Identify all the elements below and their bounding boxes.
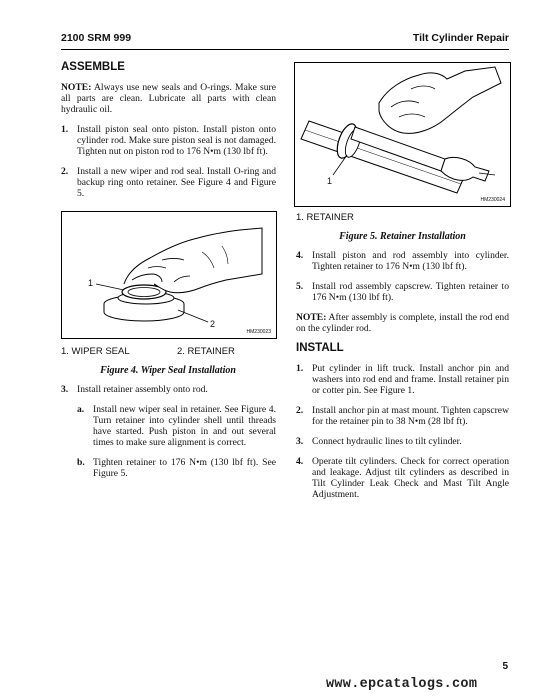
step-number: 3. (61, 384, 69, 395)
figure-5-caption: Figure 5. Retainer Installation (339, 231, 466, 242)
substep-text: Tighten retainer to 176 N•m (130 lbf ft). See Figure 5. (93, 457, 276, 479)
step-text: Operate tilt cylinders. Check for correct operation and leakage. Adjust tilt cylinders as described in Tilt Cylinder Leak Check and Mast Tilt Angle Adjustment. (312, 456, 509, 500)
assemble-column-continued (61, 384, 276, 488)
assemble-note (61, 82, 276, 115)
step-number: 4. (296, 250, 304, 261)
note-label: NOTE: (61, 82, 92, 93)
substep-text: Install new wiper seal in retainer. See Figure 4. Turn retainer into cylinder shell until threads have started. Push piston in and out several times to make sure alignment is correct. (93, 404, 276, 448)
assemble-substep-a (77, 404, 276, 448)
figure-4-legend-2: 2. RETAINER (177, 346, 235, 357)
step-text: Install anchor pin at mast mount. Tighten capscrew for the retainer pin to 38 N•m (28 lbf ft). (312, 405, 509, 427)
figure-4-illustration (61, 211, 277, 339)
install-step-4 (296, 456, 509, 500)
step-text: Install piston seal onto piston. Install piston onto cylinder rod. Make sure piston seal is not damaged. Tighten nut on piston rod to 176 N•m (130 lbf ft). (77, 124, 276, 157)
step-number: 4. (296, 456, 304, 467)
right-column (296, 212, 509, 509)
callout-2: 2 (210, 319, 216, 329)
header-rule (61, 49, 509, 50)
step-number: 1. (296, 363, 304, 374)
step-number: 5. (296, 281, 304, 292)
substep-letter: b. (77, 457, 85, 468)
header-doc-id: 2100 SRM 999 (61, 32, 132, 44)
step-number: 2. (296, 405, 304, 416)
callout-1: 1 (88, 278, 94, 288)
figure-code: HM230023 (246, 329, 271, 335)
install-step-3 (296, 436, 509, 447)
install-step-1 (296, 363, 509, 396)
assemble-step-3 (61, 384, 276, 395)
assemble-substep-b (77, 457, 276, 479)
note-label: NOTE: (296, 312, 327, 323)
step-text: Put cylinder in lift truck. Install anchor pin and washers into rod end and frame. Install retainer pin or cotter pin. See Figure 1. (312, 363, 509, 396)
figure-code: HM230024 (480, 197, 505, 203)
step-number: 2. (61, 166, 69, 177)
step-text: Install piston and rod assembly into cylinder. Tighten retainer to 176 N•m (130 lbf ft). (312, 250, 509, 272)
assemble-column (61, 62, 276, 208)
page-number: 5 (502, 661, 508, 672)
step-number: 3. (296, 436, 304, 447)
step-text: Connect hydraulic lines to tilt cylinder. (312, 436, 462, 447)
figure-5-illustration (294, 62, 511, 207)
note-text: Always use new seals and O-rings. Make sure all parts are clean. Lubricate all parts with clean hydraulic oil. (61, 82, 276, 115)
note-text: After assembly is complete, install the rod end on the cylinder rod. (296, 312, 509, 334)
wiper-seal-drawing (62, 212, 276, 338)
assemble-step-4 (296, 250, 509, 272)
figure-5-legend-1: 1. RETAINER (296, 212, 354, 223)
figure-4-caption: Figure 4. Wiper Seal Installation (100, 365, 236, 376)
assemble-heading: ASSEMBLE (61, 61, 125, 73)
callout-1: 1 (327, 176, 333, 186)
step-text: Install retainer assembly onto rod. (77, 384, 208, 395)
rod-end-note (296, 312, 509, 334)
assemble-step-5 (296, 281, 509, 303)
step-text: Install a new wiper and rod seal. Install O-ring and backup ring onto retainer. See Figure 4 and Figure 5. (77, 166, 276, 199)
step-text: Install rod assembly capscrew. Tighten retainer to 176 N•m (130 lbf ft). (312, 281, 509, 303)
substep-letter: a. (77, 404, 85, 415)
assemble-step-1 (61, 124, 276, 157)
figure-4-legend-1: 1. WIPER SEAL (61, 346, 130, 357)
install-heading: INSTALL (296, 342, 344, 354)
assemble-step-2 (61, 166, 276, 199)
install-step-2 (296, 405, 509, 427)
watermark-link[interactable]: www.epcatalogs.com (326, 677, 478, 692)
header-section-title: Tilt Cylinder Repair (412, 32, 509, 44)
step-number: 1. (61, 124, 69, 135)
